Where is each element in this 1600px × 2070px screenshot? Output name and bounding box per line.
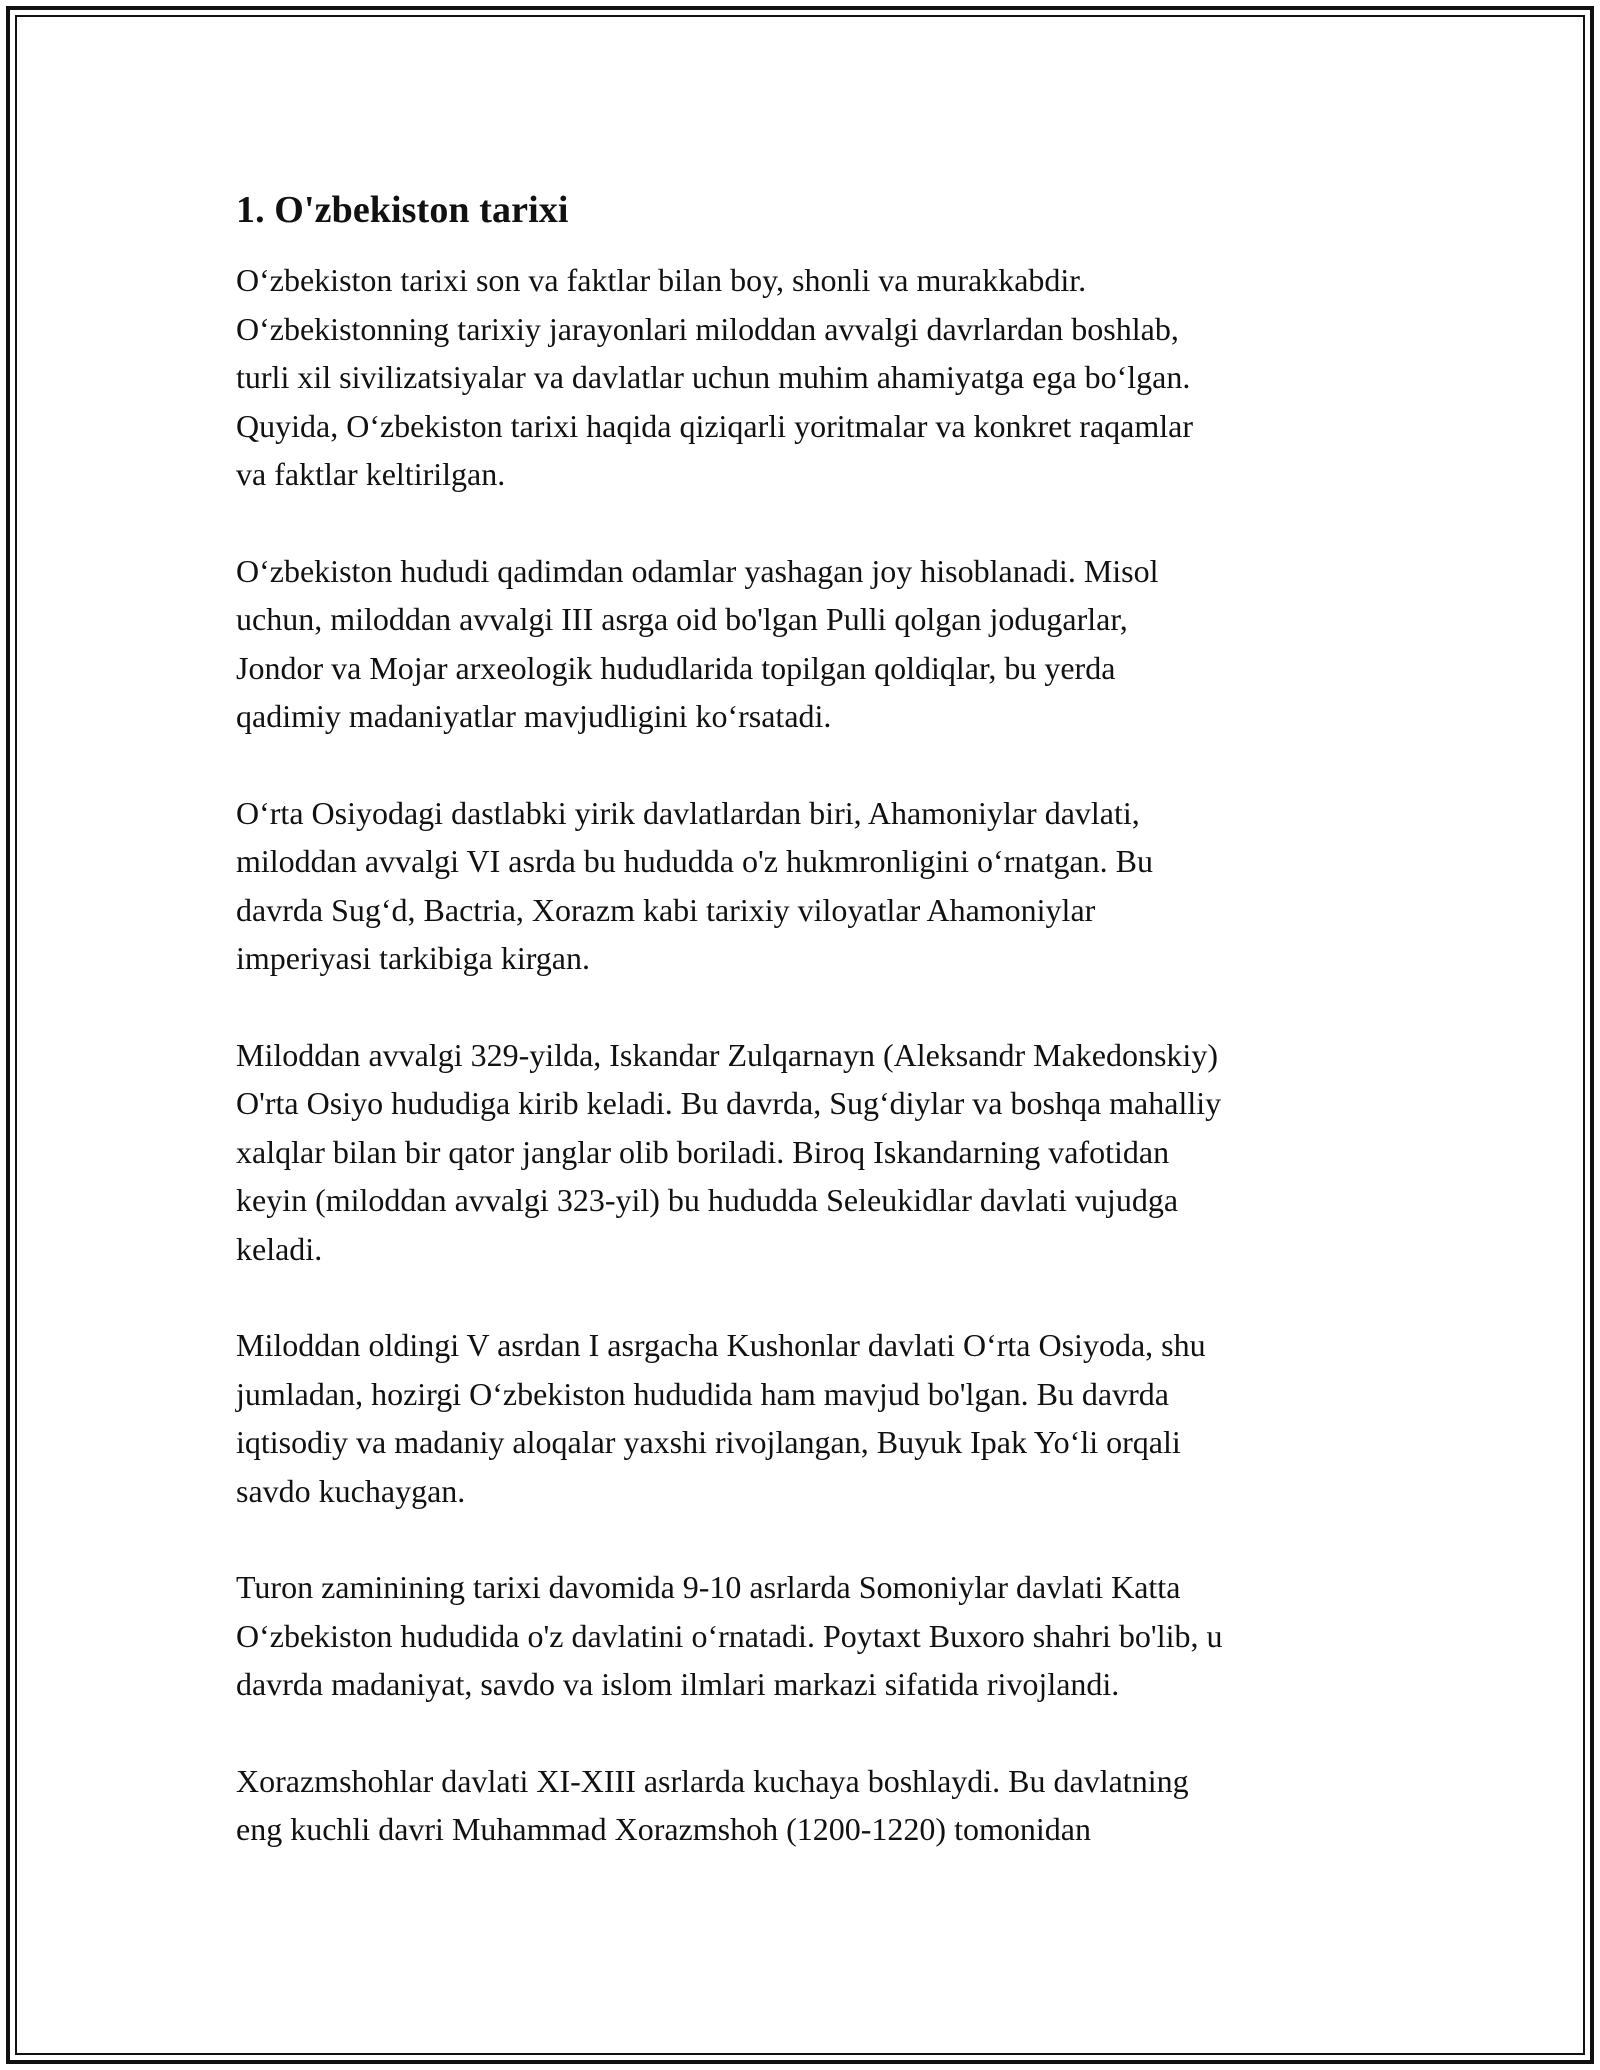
paragraph-ancient-settlement: O‘zbekiston hududi qadimdan odamlar yashagan joy hisoblanadi. Misol uchun, miloddan avvalgi III asrga oid bo'lgan Pulli qolgan jodugarlar, Jondor va Mojar arxeologik hududlarida topilgan qoldiqlar, bu yerda qadimiy madaniyatlar mavjudligini ko‘rsatadi. [236,552,1159,734]
document-body [236,186,1376,1854]
paragraph-samanid: Turon zaminining tarixi davomida 9-10 asrlarda Somoniylar davlati Katta O‘zbekiston hududida o'z davlatini o‘rnatadi. Poytaxt Buxoro shahri bo'lib, u davrda madaniyat, savdo va islom ilmlari markazi sifatida rivojlandi. [236,1569,1223,1702]
section-title: 1. O'zbekiston tarixi [236,189,569,231]
paragraph-intro: O‘zbekiston tarixi son va faktlar bilan boy, shonli va murakkabdir. O‘zbekistonning tarixiy jarayonlari miloddan avvalgi davrlardan boshlab, turli xil sivilizatsiyalar va davlatlar uchun muhim ahamiyatga ega bo‘lgan. Quyida, O‘zbekiston tarixi haqida qiziqarli yoritmalar va konkret raqamlar va faktlar keltirilgan. [236,262,1193,492]
paragraph-khwarazmshah: Xorazmshohlar davlati XI-XIII asrlarda kuchaya boshlaydi. Bu davlatning eng kuchli davri Muhammad Xorazmshoh (1200-1220) tomonidan [236,1762,1189,1847]
paragraph-achaemenid: O‘rta Osiyodagi dastlabki yirik davlatlardan biri, Ahamoniylar davlati, miloddan avvalgi VI asrda bu hududda o'z hukmronligini o‘rnatgan. Bu davrda Sug‘d, Bactria, Xorazm kabi tarixiy viloyatlar Ahamoniylar imperiyasi tarkibiga kirgan. [236,794,1153,976]
paragraph-kushan: Miloddan oldingi V asrdan I asrgacha Kushonlar davlati O‘rta Osiyoda, shu jumladan, hozirgi O‘zbekiston hududida ham mavjud bo'lgan. Bu davrda iqtisodiy va madaniy aloqalar yaxshi rivojlangan, Buyuk Ipak Yo‘li orqali savdo kuchaygan. [236,1327,1206,1509]
paragraph-alexander: Miloddan avvalgi 329-yilda, Iskandar Zulqarnayn (Aleksandr Makedonskiy) O'rta Osiyo hududiga kirib keladi. Bu davrda, Sug‘diylar va boshqa mahalliy xalqlar bilan bir qator janglar olib boriladi. Biroq Iskandarning vafotidan keyin (miloddan avvalgi 323-yil) bu hududda Seleukidlar davlati vujudga keladi. [236,1036,1222,1267]
